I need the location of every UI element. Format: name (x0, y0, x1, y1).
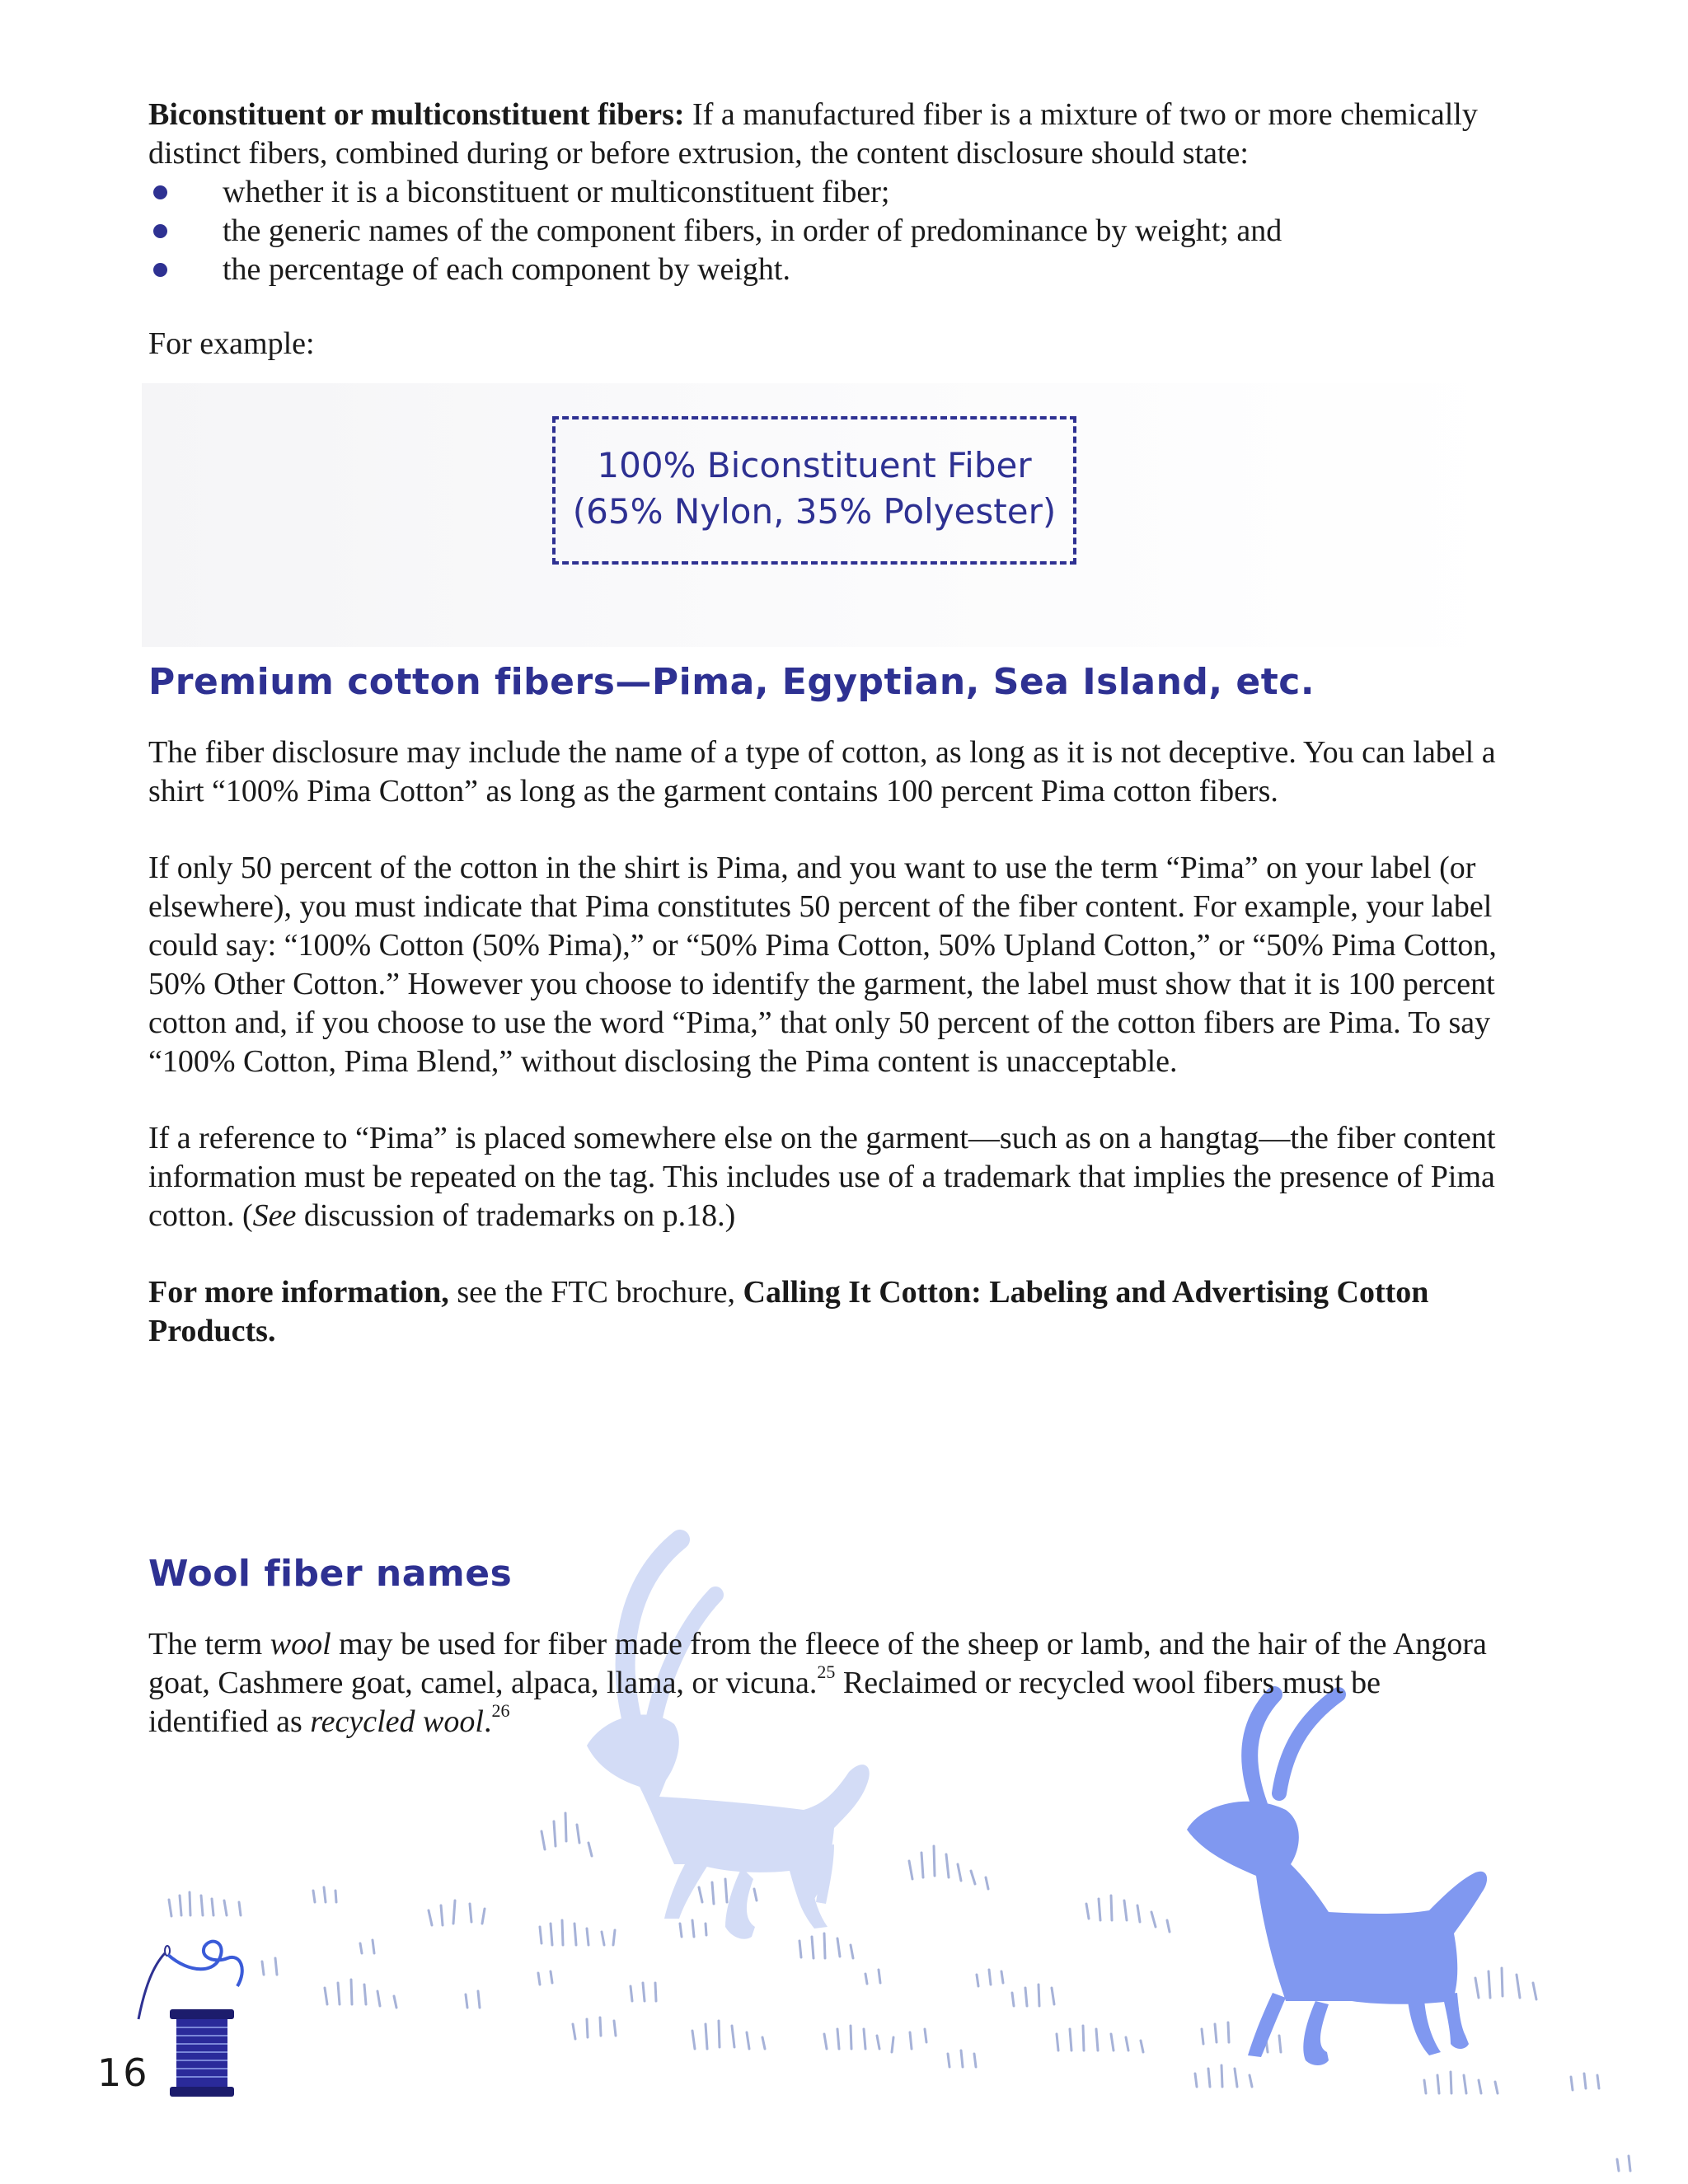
list-item (148, 173, 1500, 212)
example-intro: For example: (148, 326, 315, 361)
example-label-box (552, 416, 1076, 565)
premium-cotton-section (148, 733, 1500, 1351)
biconstituent-lead-text: If a manufactured fiber is a mixture of two or more chemically distinct fibers, combined during or before extrusion, the content disclosure should state: (148, 97, 1478, 171)
footnote-ref[interactable]: 25 (817, 1661, 836, 1682)
more-information-lead: For more information, (148, 1275, 449, 1310)
brochure-title: Calling It Cotton: Labeling and Advertising Cotton Products. (148, 1275, 1429, 1348)
paragraph-text: . (483, 1704, 492, 1739)
biconstituent-intro (148, 96, 1500, 173)
label-line-2: (65% Nylon, 35% Polyester) (572, 491, 1057, 532)
page-number: 16 (97, 2050, 149, 2095)
recycled-wool-term: recycled wool (310, 1704, 484, 1739)
biconstituent-bullet-list (148, 173, 1500, 289)
premium-cotton-paragraph-2: If only 50 percent of the cotton in the shirt is Pima, and you want to use the term “Pima” on your label (or elsewhere), you must indicate that Pima constitutes 50 percent of the fiber content. For example, your label could say: “100% Cotton (50% Pima),” or “50% Pima Cotton, 50% Upland Cotton,” or “50% Pima Cotton, 50% Other Cotton.” However you choose to identify the garment, the label must show that it is 100 percent cotton and, if you choose to use the word “Pima,” that only 50 percent of the cotton fibers are Pima. To say “100% Cotton, Pima Blend,” without disclosing the Pima content is unacceptable. (148, 851, 1497, 1079)
wool-section (148, 1625, 1500, 1741)
premium-cotton-heading: Premium cotton fibers—Pima, Egyptian, Sea Island, etc. (148, 661, 1315, 703)
footnote-ref[interactable]: 26 (491, 1700, 510, 1721)
paragraph-text: Reclaimed or recycled wool fibers must be identified as (148, 1666, 1381, 1739)
list-item (148, 212, 1500, 251)
list-item (148, 251, 1500, 289)
list-item-text: the generic names of the component fibers, in order of predominance by weight; and (223, 213, 1282, 248)
bullet-icon (153, 263, 167, 277)
premium-cotton-paragraph-3 (148, 1119, 1500, 1235)
example-intro-block (148, 325, 1500, 363)
paragraph-text: may be used for fiber made from the fleece of the sheep or lamb, and the hair of the Angora goat, Cashmere goat, camel, alpaca, llama, or vicuna. (148, 1627, 1487, 1700)
see-emphasis: See (252, 1198, 297, 1233)
biconstituent-lead: Biconstituent or multiconstituent fibers: (148, 97, 685, 132)
label-line-1: 100% Biconstituent Fiber (597, 445, 1032, 485)
wool-heading: Wool fiber names (148, 1553, 513, 1595)
wool-paragraph (148, 1625, 1500, 1741)
goat-dark-icon (1187, 1694, 1487, 2065)
more-information-text: see the FTC brochure, (448, 1275, 743, 1310)
paragraph-text: If a reference to “Pima” is placed somewhere else on the garment—such as on a hangtag—the fiber content information must be repeated on the tag. This includes use of a trademark that implies the presence of Pima cotton. ( (148, 1121, 1496, 1233)
thread-spool-needle-icon (138, 1942, 242, 2097)
paragraph-text: discussion of trademarks on p.18.) (296, 1198, 736, 1233)
biconstituent-section (148, 96, 1500, 289)
bullet-icon (153, 224, 167, 238)
premium-cotton-paragraph-1: The fiber disclosure may include the name of a type of cotton, as long as it is not deceptive. You can label a shirt “100% Pima Cotton” as long as the garment contains 100 percent Pima cotton fibers. (148, 735, 1496, 808)
paragraph-text: The term (148, 1627, 270, 1661)
list-item-text: the percentage of each component by weight. (223, 252, 790, 287)
bullet-icon (153, 185, 167, 199)
list-item-text: whether it is a biconstituent or multiconstituent fiber; (223, 175, 890, 209)
wool-term: wool (270, 1627, 331, 1661)
more-information (148, 1273, 1500, 1351)
